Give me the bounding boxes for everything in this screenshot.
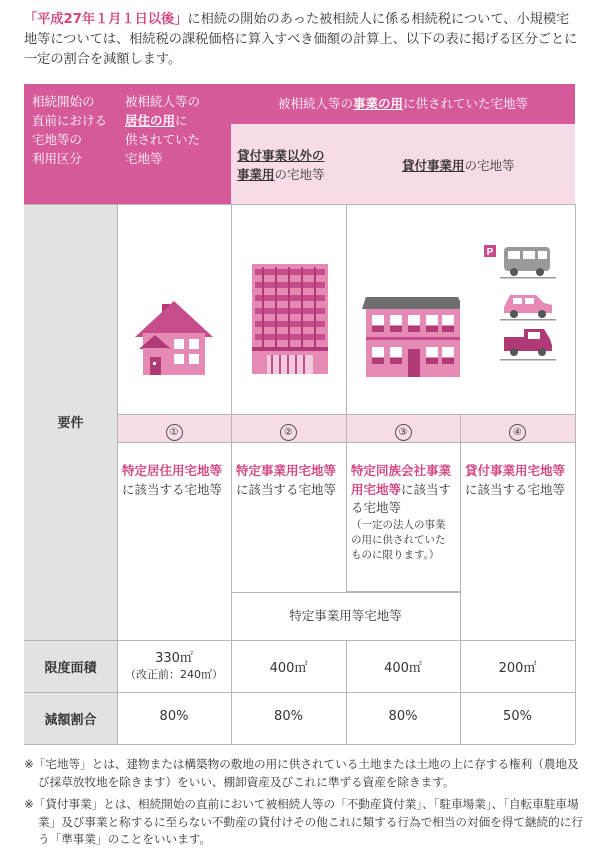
parking-illustration xyxy=(460,209,575,409)
rate-label-cell xyxy=(24,692,117,744)
requirement-3-note: （一定の法人の事業の用に供されていたものに限ります。） xyxy=(351,518,446,561)
header-business-b: 事業の用 xyxy=(352,96,403,111)
reduction-table xyxy=(24,84,575,744)
header-residence-b: 居住の用 xyxy=(125,113,176,128)
specific-business-label: 特定事業用等宅地等 xyxy=(289,608,402,623)
house-illustration xyxy=(117,209,231,409)
requirement-label: 要件 xyxy=(57,416,84,431)
number-3 xyxy=(346,420,460,441)
area-2: 400㎡ xyxy=(269,661,308,676)
footnote-1: ※「宅地等」とは、建物または構築物の敷地の用に供されている土地または土地の上に存する権利（農地及び採草放牧地を除きます）をいい、棚卸資産及びこれに準ずる資産を除きます。 xyxy=(24,757,579,789)
office-building-illustration xyxy=(231,209,346,409)
header-category xyxy=(24,84,117,204)
header-residence-c: に xyxy=(175,113,188,128)
area-3: 400㎡ xyxy=(384,661,422,676)
rate-2: 80% xyxy=(274,709,303,724)
header-lease xyxy=(346,124,575,204)
area-1-value: 330㎡ xyxy=(155,651,193,666)
header-category-line4: 利用区分 xyxy=(32,151,83,166)
area-1 xyxy=(117,647,231,682)
rate-1: 80% xyxy=(159,709,189,724)
header-lease-a: 貸付事業用 xyxy=(402,158,465,173)
number-2 xyxy=(231,420,346,441)
requirement-1 xyxy=(117,456,231,505)
header-category-line3: 宅地等の xyxy=(32,132,83,147)
requirement-2 xyxy=(231,456,346,505)
intro-paragraph xyxy=(24,10,580,70)
rate-4: 50% xyxy=(503,709,532,724)
header-residence xyxy=(117,84,231,204)
requirement-1-rest: に該当する宅地等 xyxy=(122,481,223,497)
intro-emphasis: 「平成27年１月１日以後」 xyxy=(24,12,188,27)
area-4: 200㎡ xyxy=(498,661,537,676)
header-business xyxy=(231,84,575,124)
requirement-4-term: 貸付事業用宅地等 xyxy=(465,463,566,478)
footnote-2: ※「貸付事業」とは、相続開始の直前において被相続人等の「不動産貸付業」、「駐車場業」、「自転車駐車場業」及び事業と称するに至らない不動産の貸付けその他これに類する行為で相当の対価を得て継続的に行う「準事業」のことをいいます。 xyxy=(24,797,583,846)
requirement-3-rest: に該当する宅地等 xyxy=(351,481,452,515)
number-3-glyph: ③ xyxy=(395,424,412,441)
rate-3: 80% xyxy=(388,709,418,724)
requirement-3 xyxy=(346,456,460,569)
header-business-a: 被相続人等の xyxy=(277,96,353,111)
header-non-lease-a: 貸付事業以外の xyxy=(237,148,325,163)
intro-text: に相続の開始のあった被相続人に係る相続税について、小規模宅地等については、相続税の課税価格に算入すべき価額の計算上、以下の表に掲げる区分ごとに一定の割合を減額します。 xyxy=(24,12,578,67)
requirement-2-term: 特定事業用宅地等 xyxy=(236,463,337,478)
header-lease-b: の宅地等 xyxy=(464,158,515,173)
header-non-lease-c: の宅地等 xyxy=(274,167,325,182)
rate-label: 減額割合 xyxy=(44,713,97,728)
header-business-c: に供されていた宅地等 xyxy=(403,96,529,111)
footnotes xyxy=(24,756,584,854)
header-category-line1: 相続開始の xyxy=(32,94,95,109)
number-1 xyxy=(117,420,231,441)
header-non-lease xyxy=(231,124,346,204)
requirement-4 xyxy=(460,456,575,505)
number-2-glyph: ② xyxy=(280,424,297,441)
area-label: 限度面積 xyxy=(44,661,97,676)
header-residence-d: 供されていた xyxy=(125,132,201,147)
requirement-4-rest: に該当する宅地等 xyxy=(465,481,566,497)
number-4-glyph: ④ xyxy=(509,424,526,441)
requirement-1-term: 特定居住用宅地等 xyxy=(122,463,223,478)
header-residence-a: 被相続人等の xyxy=(125,94,201,109)
requirement-3-term: 特定同族会社事業用宅地等 xyxy=(351,463,452,497)
header-category-line2: 直前における xyxy=(32,113,108,128)
area-1-note: （改正前：240㎡） xyxy=(125,668,223,681)
number-1-glyph: ① xyxy=(166,424,183,441)
number-4 xyxy=(460,420,575,441)
header-residence-e: 宅地等 xyxy=(125,151,163,166)
parking-sign-letter: P xyxy=(486,247,494,258)
apartment-illustration xyxy=(346,209,460,409)
header-non-lease-b: 事業用 xyxy=(237,167,275,182)
requirement-2-rest: に該当する宅地等 xyxy=(236,481,337,497)
requirement-label-cell xyxy=(24,204,117,640)
area-label-cell xyxy=(24,640,117,692)
